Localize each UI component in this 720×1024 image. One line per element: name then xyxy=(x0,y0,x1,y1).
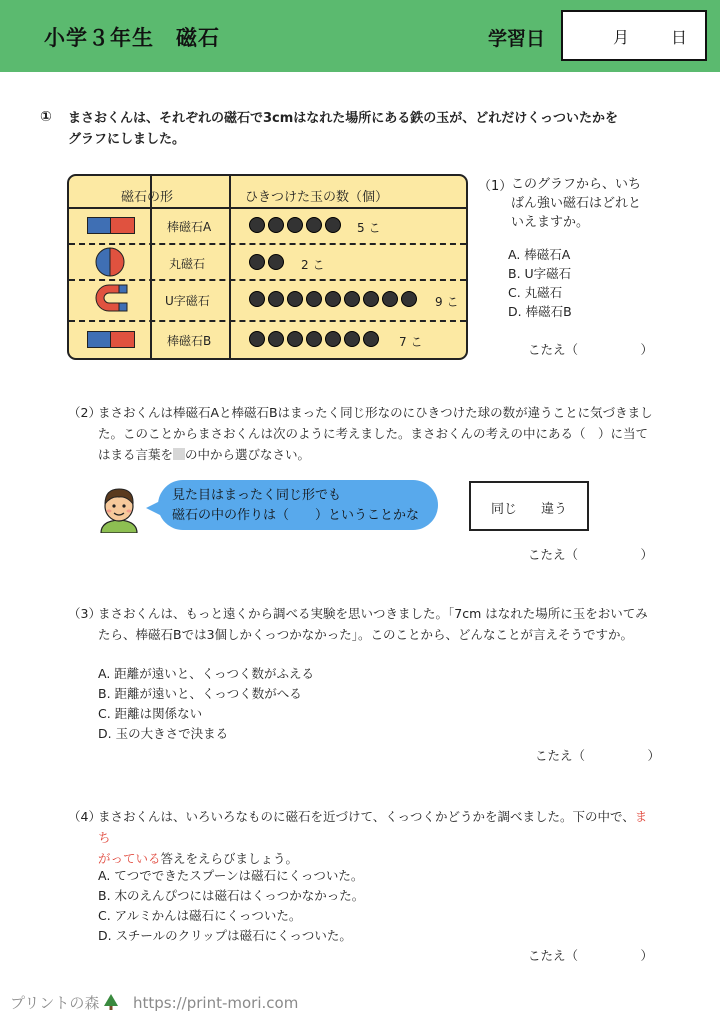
iron-ball xyxy=(363,331,379,347)
iron-ball xyxy=(363,291,379,307)
graph-header-count: ひきつけた玉の数（個） xyxy=(245,190,389,205)
row-name-round-magnet: 丸磁石 xyxy=(169,257,206,271)
iron-ball xyxy=(382,291,398,307)
tree-icon xyxy=(104,994,118,1010)
boy-avatar xyxy=(97,485,141,533)
question-number: ① xyxy=(40,109,52,125)
q4-question xyxy=(98,806,658,869)
q4-answer-field[interactable]: こたえ（ ） xyxy=(528,948,654,963)
speech-bubble-text xyxy=(172,486,419,526)
q2-answer-field[interactable]: こたえ（ ） xyxy=(528,547,654,562)
graph-row-divider xyxy=(69,243,466,245)
bubble-line: 見た目はまったく同じ形でも xyxy=(172,488,342,503)
iron-ball xyxy=(306,217,322,233)
graph-header-divider xyxy=(69,207,466,209)
q3-option-c[interactable]: C. 距離は関係ない xyxy=(98,706,203,721)
ball-count-label: 9 こ xyxy=(435,295,459,309)
study-date-label: 学習日 xyxy=(488,28,546,50)
q2-line xyxy=(98,444,658,465)
q3-number: （3） xyxy=(68,606,101,621)
q3-option-a[interactable]: A. 距離が遠いと、くっつく数がふえる xyxy=(98,666,315,681)
q4-line-part: 答えをえらびましょう。 xyxy=(160,851,299,866)
q2-line: た。このことからまさおくんは次のように考えました。まさおくんの考えの中にある（ ）に当て xyxy=(98,426,649,441)
q1-option-b[interactable]: B. U字磁石 xyxy=(508,266,572,281)
iron-ball xyxy=(268,217,284,233)
q4-option-d[interactable]: D. スチールのクリップは磁石にくっついた。 xyxy=(98,928,352,943)
q1-option-d[interactable]: D. 棒磁石B xyxy=(508,304,572,319)
q4-option-c[interactable]: C. アルミかんは磁石にくっついた。 xyxy=(98,908,302,923)
page-title: 小学３年生 磁石 xyxy=(44,26,220,50)
iron-ball xyxy=(287,217,303,233)
ball-count-label: 5 こ xyxy=(357,221,381,235)
iron-ball xyxy=(268,254,284,270)
speech-bubble-tail xyxy=(146,500,162,516)
u-magnet-icon xyxy=(93,283,129,313)
magnet-graph xyxy=(67,174,468,360)
q4-emphasis: まち xyxy=(98,809,648,845)
q1-number: （1） xyxy=(478,179,513,194)
iron-ball xyxy=(268,291,284,307)
graph-col-divider xyxy=(229,176,231,358)
q2-line-part: の中から選びなさい。 xyxy=(185,447,311,462)
iron-ball xyxy=(249,254,265,270)
q3-line: まさおくんは、もっと遠くから調べる実験を思いつきました。「7cm はなれた場所に玉をおいてみ xyxy=(98,606,648,621)
iron-ball xyxy=(249,291,265,307)
iron-ball xyxy=(306,331,322,347)
question-intro xyxy=(68,108,668,150)
bubble-line: 磁石の中の作りは（ ）ということかな xyxy=(172,508,420,523)
iron-ball xyxy=(249,217,265,233)
q4-option-b[interactable]: B. 木のえんぴつには磁石はくっつかなかった。 xyxy=(98,888,365,903)
q1-option-a[interactable]: A. 棒磁石A xyxy=(508,247,571,262)
q3-answer-field[interactable]: こたえ（ ） xyxy=(535,748,661,763)
graph-row-divider xyxy=(69,279,466,281)
row-name-bar-magnet-a: 棒磁石A xyxy=(167,220,212,234)
iron-ball xyxy=(268,331,284,347)
q2-line: まさおくんは棒磁石Aと棒磁石Bはまったく同じ形なのにひきつけた球の数が違うことに気づきまし xyxy=(98,405,653,420)
graph-row-divider xyxy=(69,320,466,322)
iron-ball xyxy=(306,291,322,307)
bar-magnet-icon xyxy=(87,217,135,234)
iron-ball xyxy=(287,291,303,307)
word-choice-box xyxy=(469,481,589,531)
q1-line: このグラフから、いち xyxy=(511,177,642,192)
q2-number: （2） xyxy=(68,405,101,420)
page-header xyxy=(0,0,720,72)
intro-line-2: グラフにしました。 xyxy=(68,132,186,147)
iron-ball xyxy=(287,331,303,347)
iron-ball xyxy=(344,291,360,307)
q1-question xyxy=(511,175,661,232)
iron-ball xyxy=(249,331,265,347)
q2-line-part: はまる言葉を xyxy=(98,447,174,462)
footer-url[interactable]: https://print-mori.com xyxy=(132,994,299,1012)
day-label: 日 xyxy=(671,28,688,47)
footer-brand: プリントの森 xyxy=(10,994,100,1012)
q3-option-d[interactable]: D. 玉の大きさで決まる xyxy=(98,726,229,741)
iron-ball xyxy=(401,291,417,307)
q3-option-b[interactable]: B. 距離が遠いと、くっつく数がへる xyxy=(98,686,302,701)
intro-line-1: まさおくんは、それぞれの磁石で3cmはなれた場所にある鉄の玉が、どれだけくっついたかを xyxy=(68,111,619,126)
iron-ball xyxy=(325,291,341,307)
row-name-u-magnet: U字磁石 xyxy=(165,294,210,308)
graph-header-shape: 磁石の形 xyxy=(121,190,174,205)
iron-ball xyxy=(325,331,341,347)
iron-ball xyxy=(344,331,360,347)
word-choice-same[interactable]: 同じ xyxy=(491,502,518,517)
graph-col-divider xyxy=(150,176,152,358)
row-name-bar-magnet-b: 棒磁石B xyxy=(167,334,212,348)
month-label: 月 xyxy=(613,28,630,47)
q4-line xyxy=(98,848,658,869)
ball-count-label: 7 こ xyxy=(399,335,423,349)
q3-line: たら、棒磁石Bでは3個しかくっつかなかった」。このことから、どんなことが言えそうですか。 xyxy=(98,627,634,642)
study-date-box[interactable] xyxy=(561,10,707,61)
q1-line: いえますか。 xyxy=(511,215,590,230)
q1-answer-field[interactable]: こたえ（ ） xyxy=(528,342,654,357)
q4-line-part: まさおくんは、いろいろなものに磁石を近づけて、くっつくかどうかを調べました。下の中で、 xyxy=(98,809,635,824)
word-box-marker xyxy=(173,448,185,460)
q3-question xyxy=(98,603,658,645)
q4-option-a[interactable]: A. てつでできたスプーンは磁石にくっついた。 xyxy=(98,868,364,883)
q4-line xyxy=(98,806,658,848)
q1-option-c[interactable]: C. 丸磁石 xyxy=(508,285,563,300)
q4-emphasis: がっている xyxy=(98,851,161,866)
q2-question xyxy=(98,402,658,465)
q1-line: ばん強い磁石はどれと xyxy=(511,196,642,211)
q4-number: （4） xyxy=(68,809,101,824)
bar-magnet-icon xyxy=(87,331,135,348)
word-choice-different[interactable]: 違う xyxy=(541,502,568,517)
iron-ball xyxy=(325,217,341,233)
footer xyxy=(10,992,298,1013)
round-magnet-icon xyxy=(95,247,125,277)
ball-count-label: 2 こ xyxy=(301,258,325,272)
